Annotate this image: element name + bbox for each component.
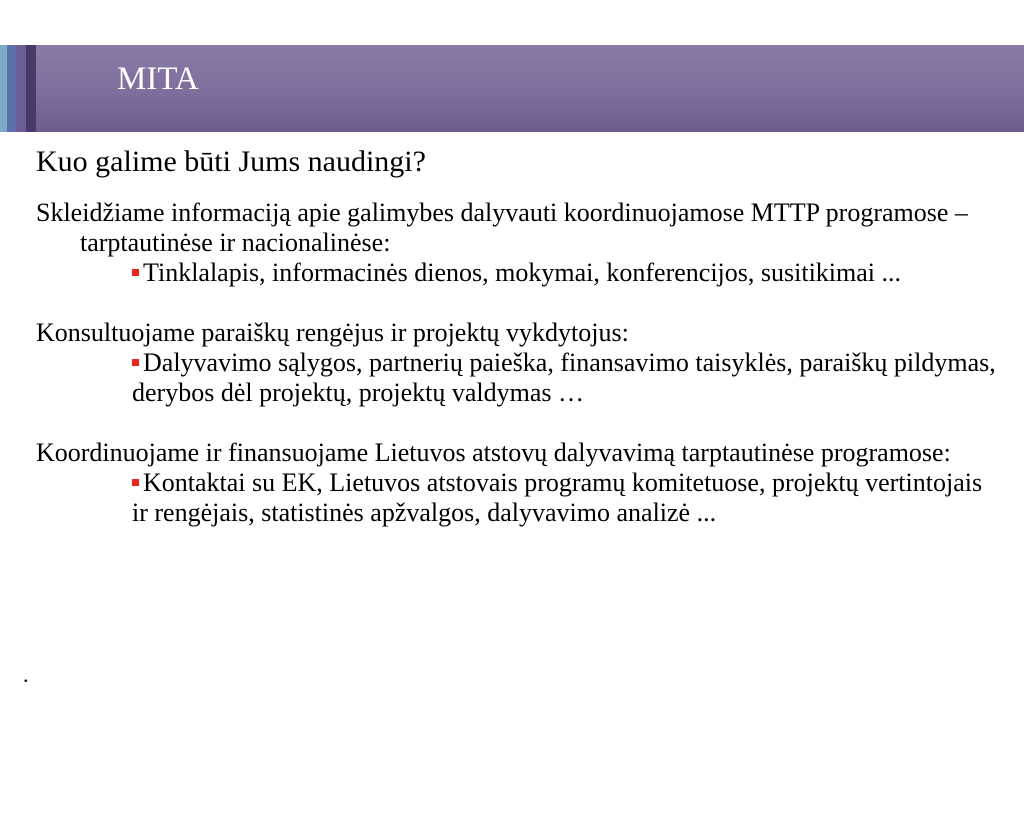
section-text: Skleidžiame informaciją apie galimybes dalyvauti koordinuojamose MTTP programose – tarptautinėse ir nacionalinėse: bbox=[36, 198, 968, 257]
accent-stripe-dark-purple bbox=[26, 45, 36, 132]
slide-body bbox=[36, 142, 996, 558]
slide-heading: Kuo galime būti Jums naudingi? bbox=[36, 145, 426, 178]
accent-stripe-blue bbox=[7, 45, 16, 132]
slide-title: MITA bbox=[117, 61, 199, 97]
bullet-square-icon bbox=[132, 479, 139, 486]
bullet-square-icon bbox=[132, 269, 139, 276]
section-bullet-item bbox=[36, 258, 996, 288]
section-text: Koordinuojame ir finansuojame Lietuvos atstovų dalyvavimą tarptautinėse programose: bbox=[36, 438, 951, 467]
accent-stripe-light-blue bbox=[0, 45, 7, 132]
section-information bbox=[36, 198, 996, 288]
trailing-dot: . bbox=[23, 662, 29, 687]
bullet-text: Dalyvavimo sąlygos, partnerių paieška, finansavimo taisyklės, paraiškų pildymas, derybos dėl projektų, projektų valdymas … bbox=[132, 348, 996, 407]
section-consulting bbox=[36, 318, 996, 408]
section-text: Konsultuojame paraiškų rengėjus ir projektų vykdytojus: bbox=[36, 318, 629, 347]
section-bullet-item bbox=[36, 348, 996, 408]
bullet-square-icon bbox=[132, 359, 139, 366]
accent-stripe-purple bbox=[16, 45, 26, 132]
bullet-text: Kontaktai su EK, Lietuvos atstovais programų komitetuose, projektų vertintojais ir rengėjais, statistinės apžvalgos, dalyvavimo analizė ... bbox=[132, 468, 983, 527]
section-coordination bbox=[36, 438, 996, 528]
section-bullet-item bbox=[36, 468, 996, 528]
bullet-text: Tinklalapis, informacinės dienos, mokymai, konferencijos, susitikimai ... bbox=[143, 258, 901, 287]
